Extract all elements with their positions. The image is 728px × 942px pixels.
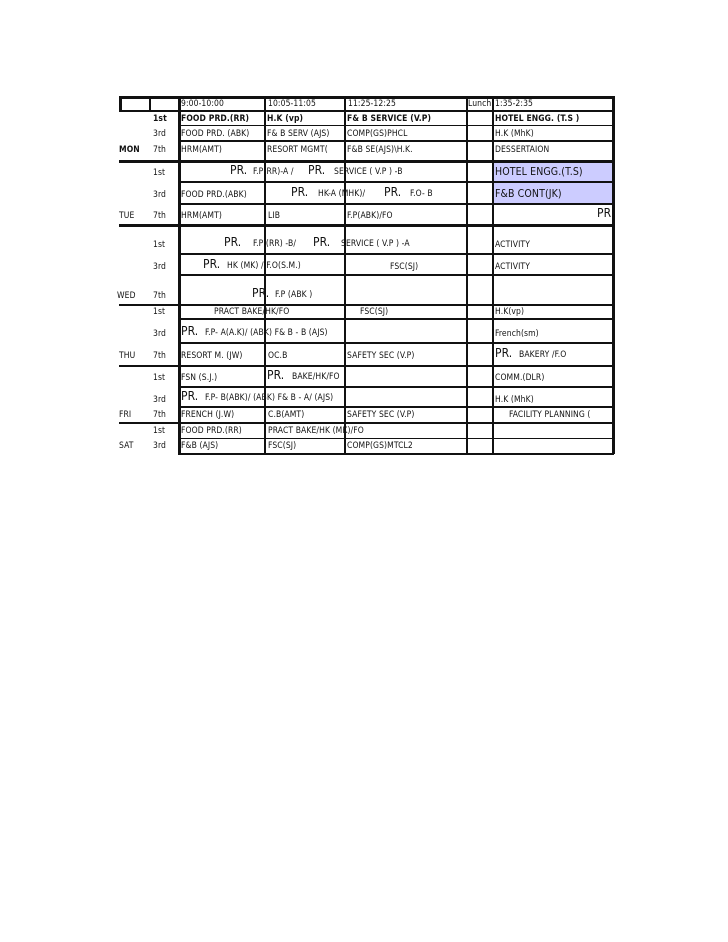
time-slot-3: 11:25-12:25: [348, 99, 396, 109]
class-cell: FOOD PRD.(RR): [181, 114, 250, 124]
sem-label: 3rd: [153, 329, 167, 339]
time-slot-4: 1:35-2:35: [495, 99, 534, 109]
day-label: SAT: [119, 441, 134, 451]
class-cell: FOOD PRD.(RR): [181, 426, 242, 436]
class-cell: SERVICE ( V.P ) -B: [334, 167, 403, 177]
class-cell: SERVICE ( V.P ) -A: [341, 239, 410, 249]
practical-label: PR: [597, 206, 612, 220]
day-label: FRI: [119, 410, 132, 420]
class-cell: LIB: [268, 211, 281, 221]
practical-label: PR.: [291, 185, 309, 199]
class-cell: COMP(GS)MTCL2: [347, 441, 413, 451]
class-cell: F& B SERVICE (V.P): [347, 114, 432, 124]
sem-label: 7th: [153, 351, 167, 361]
sem-label: 3rd: [153, 441, 167, 451]
sem-label: 3rd: [153, 129, 167, 139]
sem-label: 7th: [153, 410, 167, 420]
practical-label: PR.: [308, 163, 326, 177]
class-cell: FACILITY PLANNING (: [509, 410, 591, 420]
class-cell: H.K (MhK): [495, 129, 534, 139]
day-label: MON: [119, 145, 140, 155]
class-cell: COMM.(DLR): [495, 373, 545, 383]
class-cell: F.P (RR) -B/: [253, 239, 297, 249]
class-cell: FOOD PRD.(ABK): [181, 190, 247, 200]
class-cell: F.P- B(ABK)/ (ABK) F& B - A/ (AJS): [205, 393, 334, 403]
sem-label: 7th: [153, 145, 167, 155]
sem-label: 7th: [153, 291, 167, 301]
class-cell: FSC(SJ): [390, 262, 419, 272]
class-cell: HOTEL ENGG. (T.S ): [495, 114, 580, 124]
class-cell: F.P (ABK ): [275, 290, 313, 300]
class-cell: SAFETY SEC (V.P): [347, 410, 415, 420]
time-slot-2: 10:05-11:05: [268, 99, 316, 109]
class-cell: RESORT M. (JW): [181, 351, 243, 361]
practical-label: PR.: [252, 286, 270, 300]
lunch-header: Lunch: [468, 99, 492, 109]
practical-label: PR.: [203, 257, 221, 271]
class-cell: FRENCH (J.W): [181, 410, 235, 420]
class-cell: HOTEL ENGG.(T.S): [495, 166, 583, 178]
class-cell: PRACT BAKE/HK (MK)/FO: [268, 426, 364, 436]
practical-label: PR.: [181, 324, 199, 338]
class-cell: ACTIVITY: [495, 262, 530, 272]
class-cell: H.K (vp): [267, 114, 304, 124]
class-cell: H.K (MhK): [495, 395, 534, 405]
class-cell: H.K(vp): [495, 307, 525, 317]
class-cell: FOOD PRD. (ABK): [181, 129, 250, 139]
class-cell: HRM(AMT): [181, 211, 222, 221]
class-cell: RESORT MGMT(: [267, 145, 328, 155]
practical-label: PR.: [230, 163, 248, 177]
practical-label: PR.: [495, 346, 513, 360]
day-label: THU: [119, 351, 136, 361]
class-cell: F.P- A(A.K)/ (ABK) F& B - B (AJS): [205, 328, 328, 338]
sem-label: 1st: [153, 307, 166, 317]
class-cell: OC.B: [268, 351, 288, 361]
practical-label: PR.: [224, 235, 242, 249]
class-cell: C.B(AMT): [268, 410, 305, 420]
class-cell: BAKE/HK/FO: [292, 372, 340, 382]
class-cell: F&B SE(AJS)\H.K.: [347, 145, 413, 155]
class-cell: F&B (AJS): [181, 441, 219, 451]
day-label: TUE: [119, 211, 135, 221]
practical-label: PR.: [384, 185, 402, 199]
class-cell: F.O- B: [410, 189, 433, 199]
class-cell: SAFETY SEC (V.P): [347, 351, 415, 361]
sem-label: 1st: [153, 240, 166, 250]
class-cell: F.P(ABK)/FO: [347, 211, 393, 221]
class-cell: COMP(GS)PHCL: [347, 129, 408, 139]
class-cell: FSN (S.J.): [181, 373, 218, 383]
sem-label: 1st: [153, 168, 166, 178]
sem-label: 1st: [153, 426, 166, 436]
class-cell: F&B CONT(JK): [495, 188, 562, 200]
class-cell: French(sm): [495, 329, 539, 339]
sem-label: 3rd: [153, 395, 167, 405]
sem-label: 3rd: [153, 190, 167, 200]
class-cell: BAKERY /F.O: [519, 350, 567, 360]
class-cell: DESSERTAION: [495, 145, 550, 155]
sem-label: 1st: [153, 114, 167, 124]
sem-label: 1st: [153, 373, 166, 383]
class-cell: HK-A (MHK)/: [318, 189, 366, 199]
class-cell: PRACT BAKE/HK/FO: [214, 307, 290, 317]
day-label: WED: [117, 291, 136, 301]
class-cell: FSC(SJ): [360, 307, 389, 317]
sem-label: 7th: [153, 211, 167, 221]
class-cell: F& B SERV (AJS): [267, 129, 330, 139]
class-cell: F.P(RR)-A /: [253, 167, 294, 177]
sem-label: 3rd: [153, 262, 167, 272]
practical-label: PR.: [267, 368, 285, 382]
practical-label: PR.: [313, 235, 331, 249]
class-cell: FSC(SJ): [268, 441, 297, 451]
class-cell: HK (MK) / F.O(S.M.): [227, 261, 301, 271]
class-cell: HRM(AMT): [181, 145, 222, 155]
practical-label: PR.: [181, 389, 199, 403]
time-slot-1: 9:00-10:00: [181, 99, 224, 109]
class-cell: ACTIVITY: [495, 240, 530, 250]
